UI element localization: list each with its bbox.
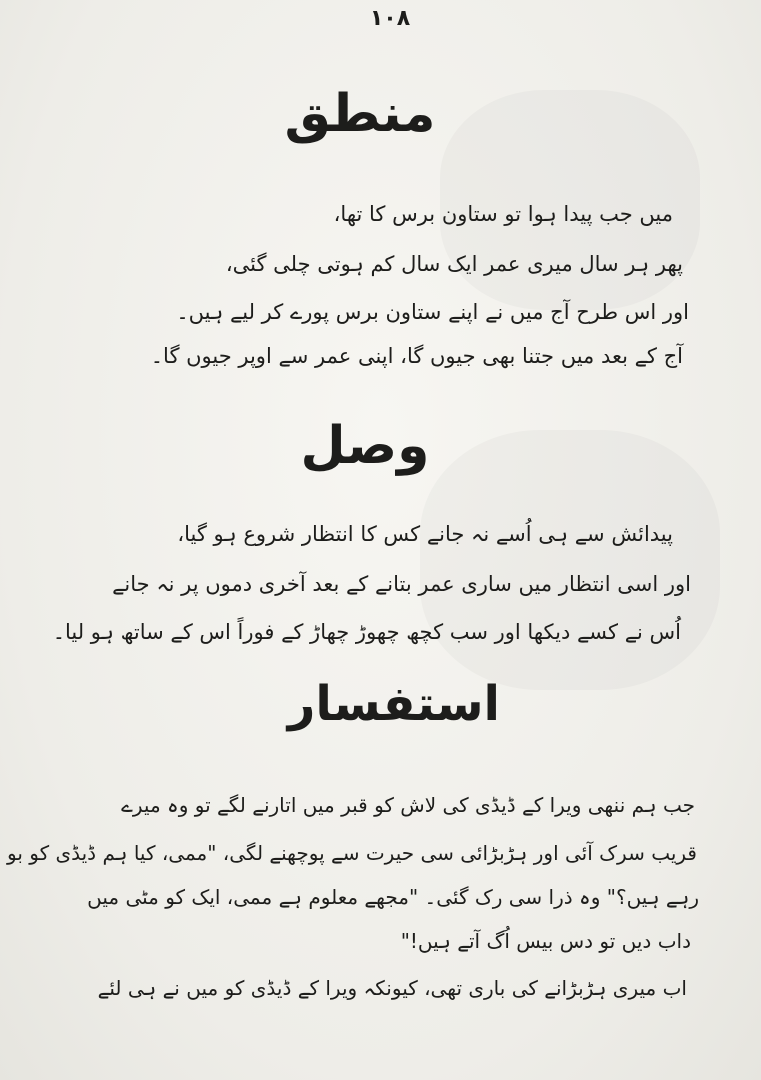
poem-title-wasl: وصل (300, 416, 430, 476)
prose-line: قریب سرک آئی اور ہڑبڑائی سی حیرت سے پوچھنے لگی، "ممی، کیا ہم ڈیڈی کو بو (7, 841, 697, 865)
poem-line: میں جب پیدا ہوا تو ستاون برس کا تھا، (333, 202, 673, 226)
ink-bleed-through (420, 430, 720, 690)
poem-line: پھر ہر سال میری عمر ایک سال کم ہوتی چلی گئی، (225, 252, 683, 276)
poem-title-mantiq: منطق (284, 84, 436, 144)
poem-line: آج کے بعد میں جتنا بھی جیوں گا، اپنی عمر سے اوپر جیوں گا۔ (150, 344, 683, 368)
prose-line: جب ہم ننھی ویرا کے ڈیڈی کی لاش کو قبر میں اتارنے لگے تو وہ میرے (121, 793, 695, 817)
poem-line: اور اس طرح آج میں نے اپنے ستاون برس پورے کر لیے ہیں۔ (176, 300, 689, 324)
poem-line: اُس نے کسے دیکھا اور سب کچھ چھوڑ چھاڑ کے فوراً اس کے ساتھ ہو لیا۔ (52, 620, 681, 644)
prose-line: داب دیں تو دس بیس اُگ آتے ہیں!" (400, 929, 691, 953)
prose-line: رہے ہیں؟" وہ ذرا سی رک گئی۔ "مجھے معلوم ہے ممی، ایک کو مٹی میں (87, 885, 699, 909)
poem-line: پیدائش سے ہی اُسے نہ جانے کس کا انتظار شروع ہو گیا، (177, 522, 673, 546)
poem-title-istifsar: استفسار (287, 676, 500, 732)
page-number: ۱۰۸ (369, 6, 411, 31)
prose-line: اب میری ہڑبڑانے کی باری تھی، کیونکہ ویرا کے ڈیڈی کو میں نے ہی لئے (97, 976, 687, 1000)
ink-bleed-through (440, 90, 700, 310)
poem-line: اور اسی انتظار میں ساری عمر بتانے کے بعد آخری دموں پر نہ جانے (112, 572, 691, 596)
